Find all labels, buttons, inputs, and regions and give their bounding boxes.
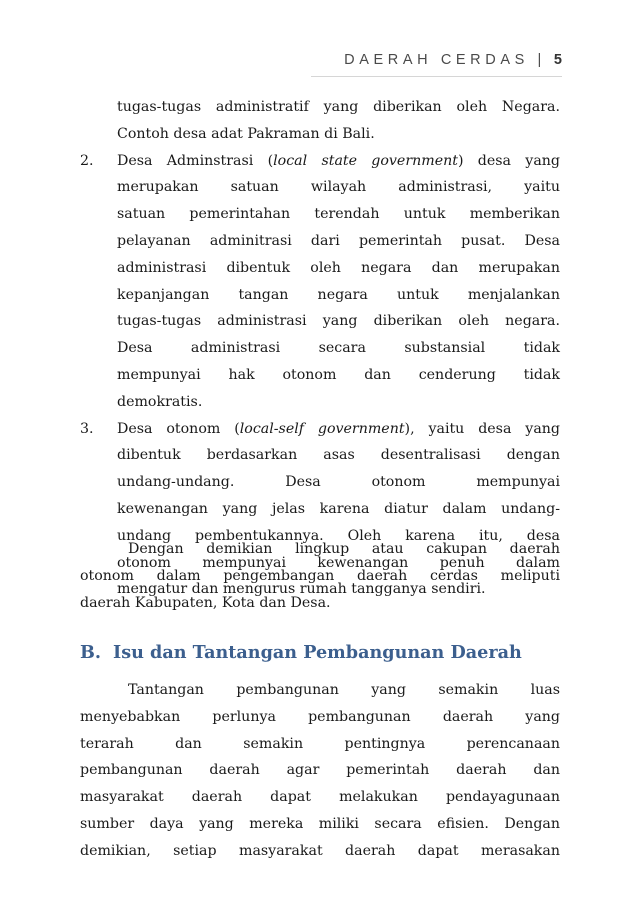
text-line: merupakan satuan wilayah administrasi, yaitu	[117, 179, 560, 196]
text-line: Desa administrasi secara substansial tidak	[117, 340, 560, 357]
text-line: kepanjangan tangan negara untuk menjalankan	[117, 286, 560, 303]
text-line: Tantangan pembangunan yang semakin luas	[128, 682, 560, 698]
text-line: kewenangan yang jelas karena diatur dalam undang-	[117, 500, 560, 517]
text-line: administrasi dibentuk oleh negara dan merupakan	[117, 259, 560, 276]
text-line: demokratis.	[117, 393, 203, 410]
text-line: tugas-tugas administrasi yang diberikan oleh negara.	[117, 313, 560, 330]
running-header	[344, 52, 562, 68]
italic-term: local state government	[273, 152, 458, 169]
text-line: mempunyai hak otonom dan cenderung tidak	[117, 366, 560, 383]
section-title: Isu dan Tantangan Pembangunan Daerah	[113, 642, 522, 663]
text-line: mengatur dan mengurus rumah tangganya sendiri.	[117, 581, 486, 598]
text-line: Desa Adminstrasi (local state government) desa yang	[117, 152, 560, 169]
text-line: undang-undang. Desa otonom mempunyai	[117, 474, 560, 491]
header-rule	[311, 76, 562, 77]
text-line: pembangunan daerah agar pemerintah daerah dan	[80, 762, 560, 779]
text-line: undang pembentukannya. Oleh karena itu, desa	[117, 527, 560, 544]
text-line: masyarakat daerah dapat melakukan pendayagunaan	[80, 789, 560, 806]
text-line: Desa otonom (local-self government), yaitu desa yang	[117, 420, 560, 437]
body-paragraph	[80, 677, 560, 865]
text-line: otonom dalam pengembangan daerah cerdas meliputi	[80, 567, 560, 584]
body-paragraph	[80, 536, 560, 616]
text-line: terarah dan semakin pentingnya perencanaan	[80, 735, 560, 752]
text-line: dibentuk berdasarkan asas desentralisasi dengan	[117, 447, 560, 464]
text-line: pelayanan adminitrasi dari pemerintah pusat. Desa	[117, 232, 560, 249]
text-line: otonom mempunyai kewenangan penuh dalam	[117, 554, 560, 571]
text-line: sumber daya yang mereka miliki secara efisien. Dengan	[80, 815, 560, 832]
list-item-number: 2.	[80, 152, 94, 169]
text-line: daerah Kabupaten, Kota dan Desa.	[80, 594, 331, 611]
section-heading	[80, 642, 522, 663]
text-line: menyebabkan perlunya pembangunan daerah yang	[80, 708, 560, 725]
italic-term: local-self government	[239, 420, 405, 437]
numbered-list	[80, 94, 560, 603]
section-number: B.	[80, 642, 101, 663]
text-line: Dengan demikian lingkup atau cakupan daerah	[128, 541, 560, 557]
text-line: tugas-tugas administratif yang diberikan oleh Negara.	[117, 99, 560, 115]
list-item-number: 3.	[80, 420, 94, 437]
text-line: demikian, setiap masyarakat daerah dapat merasakan	[80, 842, 560, 859]
text-line: satuan pemerintahan terendah untuk memberikan	[117, 206, 560, 223]
list-item	[80, 148, 560, 416]
header-separator: |	[537, 52, 542, 68]
page-number: 5	[553, 52, 562, 68]
text-line: Contoh desa adat Pakraman di Bali.	[117, 125, 375, 142]
list-item-continuation	[80, 94, 560, 148]
running-title: DAERAH CERDAS	[344, 52, 529, 68]
